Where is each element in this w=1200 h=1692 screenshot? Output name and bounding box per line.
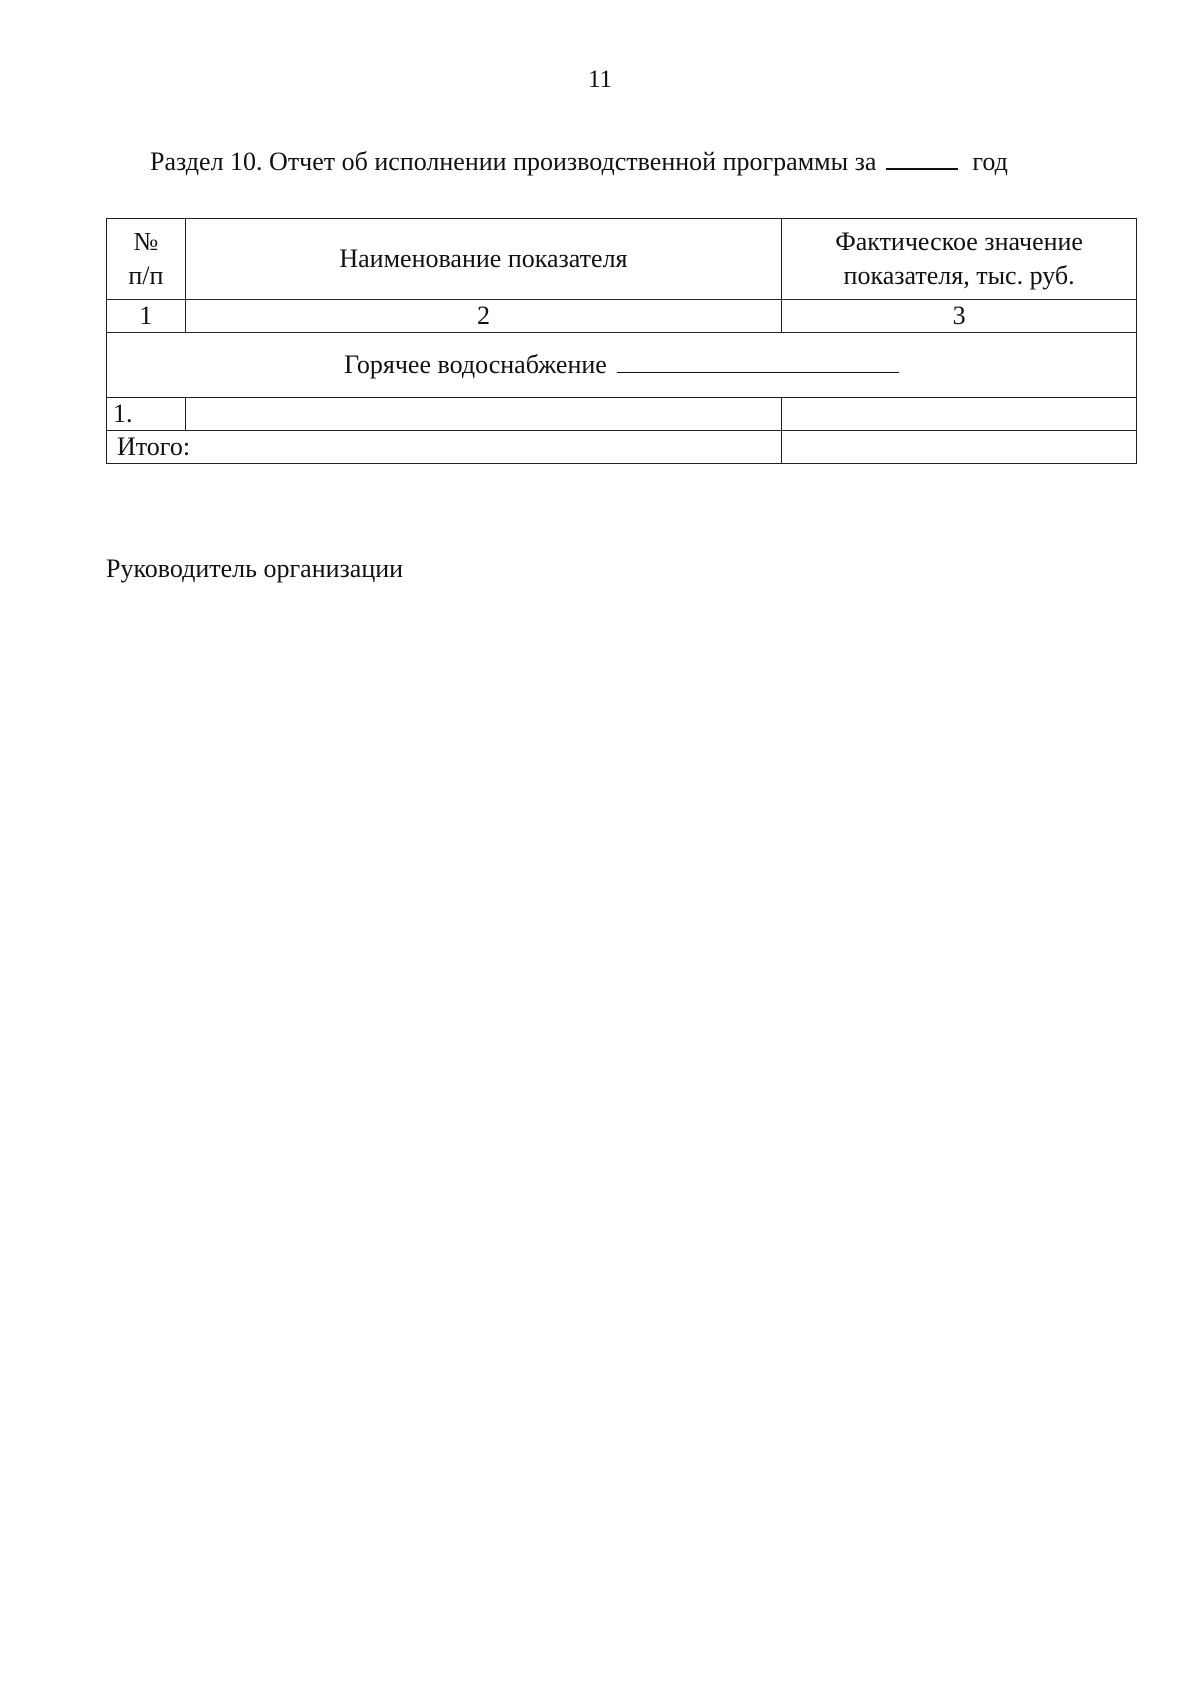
column-index-row (107, 300, 1137, 333)
section-title-suffix: год (972, 147, 1008, 176)
total-value-cell[interactable] (782, 431, 1137, 464)
header-num (107, 219, 186, 300)
year-blank-field[interactable] (886, 146, 958, 170)
total-row (107, 431, 1137, 464)
column-index-1: 1 (107, 300, 186, 333)
header-value-line1: Фактическое значение (835, 227, 1083, 256)
group-label: Горячее водоснабжение (344, 350, 607, 379)
column-index-3: 3 (782, 300, 1137, 333)
table-row (107, 398, 1137, 431)
column-index-2: 2 (185, 300, 782, 333)
section-title-prefix: Раздел 10. Отчет об исполнении производственной программы за (150, 147, 877, 176)
group-cell (107, 333, 1137, 398)
header-num-line1: № (133, 227, 159, 256)
section-title (150, 146, 1008, 177)
header-num-line2: п/п (128, 261, 164, 290)
group-blank-field[interactable] (617, 352, 899, 373)
row-name-cell[interactable] (185, 398, 782, 431)
row-num: 1. (107, 398, 186, 431)
header-value (782, 219, 1137, 300)
group-row (107, 333, 1137, 398)
page-number: 11 (587, 66, 613, 93)
report-table (106, 218, 1137, 464)
header-name: Наименование показателя (185, 219, 782, 300)
signature-label: Руководитель организации (106, 554, 404, 583)
header-value-line2: показателя, тыс. руб. (843, 261, 1075, 290)
row-value-cell[interactable] (782, 398, 1137, 431)
total-label: Итого: (107, 431, 782, 464)
header-row (107, 219, 1137, 300)
